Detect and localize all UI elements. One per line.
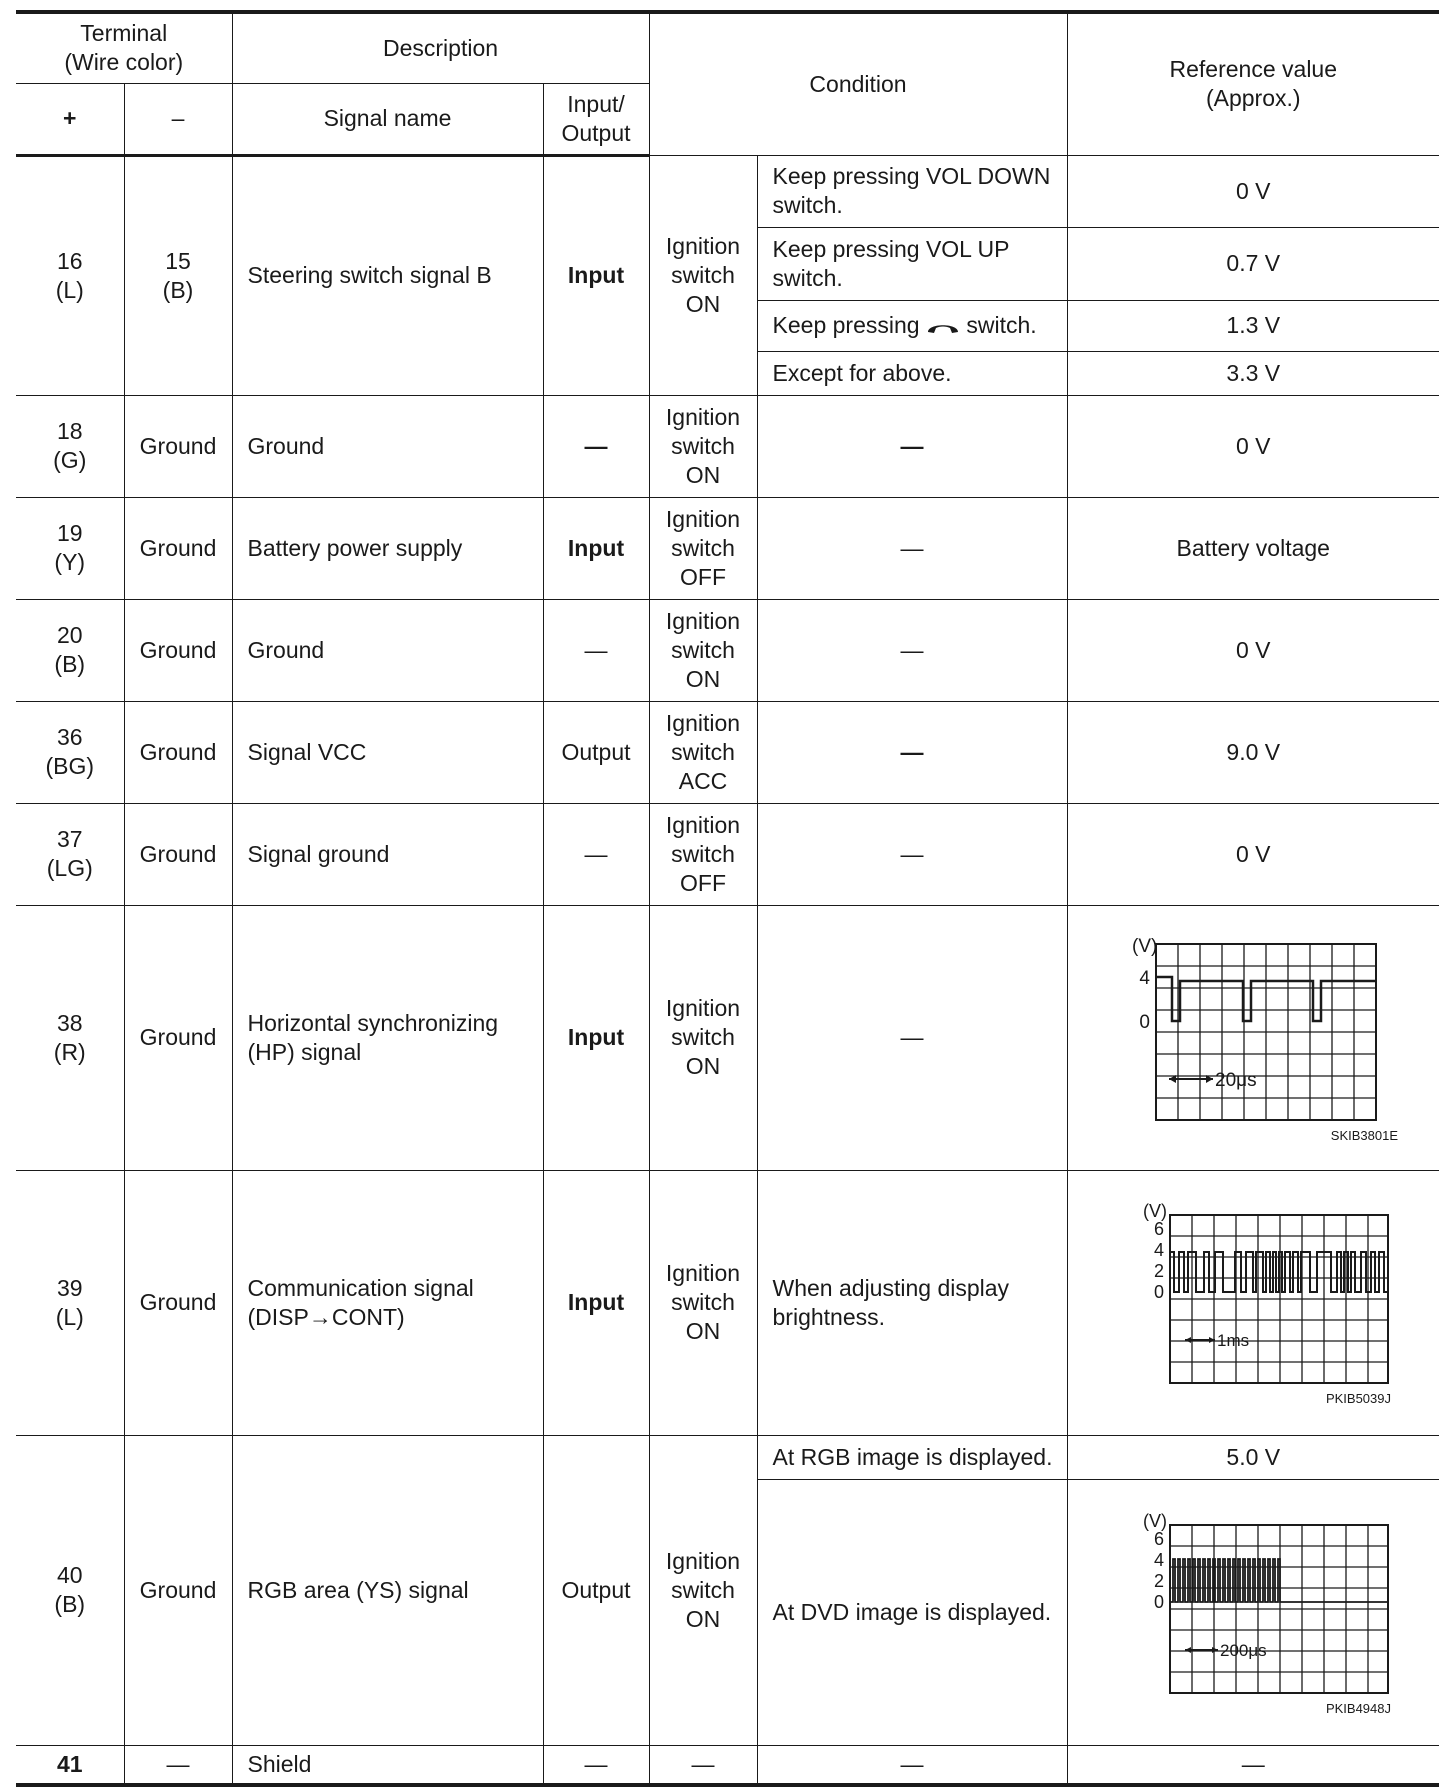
reference-value (1067, 300, 1439, 351)
sub-condition (757, 905, 1067, 1170)
sub-condition (757, 300, 1067, 351)
plus-terminal (16, 701, 124, 803)
reference-header-text: Reference value (Approx.) (1169, 56, 1338, 112)
sub-condition (757, 1479, 1067, 1745)
reference-value-text: — (1241, 1750, 1265, 1777)
sub-condition-text: — (900, 534, 924, 561)
minus-terminal-text: Ground (139, 840, 217, 867)
io-type-text: Input (567, 1289, 625, 1315)
ignition-condition-text: Ignition switch ON (665, 1547, 741, 1632)
sub-condition (757, 1170, 1067, 1435)
table-row (16, 395, 1439, 497)
waveform-tick: 6 (1154, 1219, 1165, 1239)
io-header-text: Input/ Output (561, 90, 631, 146)
signal-name-text: Shield (247, 1750, 312, 1777)
ignition-condition-text: Ignition switch ON (665, 1260, 741, 1344)
minus-terminal-text: — (166, 1750, 190, 1777)
waveform-tick: 2 (1154, 1570, 1165, 1591)
reference-value-text: 3.3 V (1226, 359, 1281, 386)
table-row (16, 1435, 1439, 1479)
ignition-condition-text: Ignition switch ON (665, 995, 741, 1079)
reference-value (1067, 905, 1439, 1170)
signal-name-text: Ground (247, 432, 325, 459)
sub-condition-text: — (900, 1750, 924, 1777)
sub-condition (757, 1745, 1067, 1785)
condition-header (649, 12, 1067, 155)
plus-terminal (16, 395, 124, 497)
hang-up-phone-icon (926, 319, 960, 335)
minus-terminal (124, 155, 232, 395)
signal-name-text: Horizontal synchronizing (HP) signal (247, 1009, 499, 1065)
signal-name-header-text: Signal name (323, 105, 452, 131)
reference-value-text: 0 V (1236, 840, 1271, 867)
waveform-tick: 4 (1154, 1240, 1165, 1260)
ignition-condition (649, 497, 757, 599)
sub-condition (757, 155, 1067, 227)
sub-condition (757, 395, 1067, 497)
sub-condition-text: — (900, 432, 924, 459)
signal-name (232, 599, 543, 701)
waveform-unit: (V) (1132, 936, 1158, 957)
reference-value (1067, 497, 1439, 599)
header-row (16, 12, 1439, 83)
ignition-condition-text: — (691, 1750, 715, 1777)
ignition-condition (649, 395, 757, 497)
reference-value (1067, 227, 1439, 300)
io-type-text: Output (561, 738, 631, 765)
plus-terminal-text: 39 (L) (55, 1274, 84, 1330)
ignition-condition-text: Ignition switch ON (665, 232, 741, 317)
minus-terminal (124, 1435, 232, 1745)
reference-value (1067, 1745, 1439, 1785)
ignition-condition-text: Ignition switch ACC (665, 709, 741, 794)
minus-terminal-text: Ground (139, 432, 217, 459)
condition-header-text: Condition (809, 70, 907, 97)
sub-condition-text: Keep pressing VOL DOWN switch. (772, 163, 1051, 218)
minus-terminal (124, 1745, 232, 1785)
ignition-condition (649, 155, 757, 395)
reference-value-text: 0 V (1236, 636, 1271, 663)
sub-condition (757, 701, 1067, 803)
ignition-condition (649, 599, 757, 701)
reference-value (1067, 701, 1439, 803)
reference-value (1067, 599, 1439, 701)
plus-terminal-text: 19 (Y) (54, 520, 86, 575)
waveform-time-scale: 20μs (1215, 1070, 1257, 1091)
io-type-text: — (584, 1750, 608, 1777)
figure-code: SKIB3801E (1331, 1128, 1399, 1143)
reference-value-text: 0.7 V (1226, 250, 1281, 276)
io-type (543, 155, 649, 395)
io-type-text: Input (567, 1024, 625, 1050)
io-type (543, 1745, 649, 1785)
signal-name (232, 1435, 543, 1745)
io-header (543, 83, 649, 155)
plus-terminal-text: 36 (BG) (45, 724, 95, 779)
sub-condition (757, 227, 1067, 300)
io-type-text: Input (567, 262, 625, 288)
reference-value (1067, 351, 1439, 395)
plus-terminal-text: 37 (LG) (46, 826, 93, 881)
waveform-tick: 6 (1154, 1528, 1165, 1549)
minus-terminal-text: Ground (139, 738, 217, 765)
reference-value (1067, 1170, 1439, 1435)
minus-header (124, 83, 232, 155)
reference-value-text: 1.3 V (1226, 312, 1281, 338)
io-type (543, 1435, 649, 1745)
sub-condition (757, 803, 1067, 905)
table-row (16, 905, 1439, 1170)
io-type (543, 1170, 649, 1435)
plus-terminal (16, 803, 124, 905)
reference-value (1067, 1479, 1439, 1745)
signal-name-header (232, 83, 543, 155)
sub-condition-text: When adjusting display brightness. (772, 1274, 1010, 1330)
sub-condition-text: At DVD image is displayed. (772, 1598, 1052, 1625)
minus-terminal-text: Ground (139, 1576, 217, 1603)
ignition-condition-text: Ignition switch ON (665, 403, 741, 488)
ignition-condition (649, 701, 757, 803)
io-type-text: Input (567, 534, 625, 561)
sub-condition-text: — (900, 636, 924, 663)
plus-terminal (16, 905, 124, 1170)
reference-value (1067, 1435, 1439, 1479)
plus-terminal-text: 16 (L) (55, 247, 84, 303)
description-header-text: Description (382, 34, 499, 61)
signal-name (232, 701, 543, 803)
plus-header-text: + (63, 105, 77, 131)
minus-terminal (124, 803, 232, 905)
minus-terminal (124, 1170, 232, 1435)
hp-signal-waveform (1103, 930, 1403, 1145)
sub-condition-text: — (900, 738, 924, 765)
waveform-time-scale: 1ms (1217, 1331, 1250, 1350)
description-header (232, 12, 649, 83)
plus-terminal (16, 497, 124, 599)
waveform-unit: (V) (1143, 1201, 1168, 1221)
signal-name-text: Communication signal (DISP→CONT) (247, 1274, 474, 1330)
waveform-unit: (V) (1143, 1510, 1168, 1531)
plus-terminal-text: 38 (R) (53, 1009, 86, 1065)
table-row (16, 1170, 1439, 1435)
plus-header (16, 83, 124, 155)
minus-terminal (124, 395, 232, 497)
plus-terminal (16, 155, 124, 395)
reference-header (1067, 12, 1439, 155)
signal-name (232, 155, 543, 395)
plus-terminal (16, 1170, 124, 1435)
sub-condition-text: — (900, 1024, 924, 1050)
minus-terminal-text: Ground (139, 636, 217, 663)
terminal-header (16, 12, 232, 83)
signal-name (232, 905, 543, 1170)
terminal-reference-table (16, 10, 1439, 1787)
signal-name-text: Signal VCC (247, 738, 367, 765)
minus-terminal-text: 15 (B) (162, 247, 194, 303)
minus-terminal-text: Ground (139, 534, 217, 561)
table-row (16, 803, 1439, 905)
sub-condition (757, 599, 1067, 701)
table-row (16, 155, 1439, 227)
figure-code: PKIB4948J (1326, 1700, 1392, 1716)
io-type-text: — (584, 840, 608, 867)
io-type (543, 803, 649, 905)
signal-name (232, 1745, 543, 1785)
waveform-tick: 4 (1139, 968, 1151, 989)
waveform-time-scale: 200μs (1220, 1640, 1267, 1660)
ignition-condition (649, 1435, 757, 1745)
io-type (543, 395, 649, 497)
signal-name-text: Steering switch signal B (247, 262, 492, 288)
sub-condition-text: Keep pressing (772, 312, 920, 338)
ignition-condition (649, 803, 757, 905)
sub-condition (757, 1435, 1067, 1479)
table-row (16, 1745, 1439, 1785)
reference-value (1067, 803, 1439, 905)
reference-value-text: 0 V (1236, 432, 1271, 459)
reference-value-text: Battery voltage (1176, 534, 1330, 561)
ignition-condition (649, 1170, 757, 1435)
rgb-area-signal-waveform (1103, 1505, 1403, 1720)
signal-name-text: RGB area (YS) signal (247, 1576, 469, 1603)
reference-value-text: 5.0 V (1226, 1443, 1281, 1470)
sub-condition-text: Keep pressing VOL UP switch. (772, 235, 1010, 291)
minus-terminal-text: Ground (139, 1024, 217, 1050)
table-row (16, 497, 1439, 599)
plus-terminal (16, 1745, 124, 1785)
plus-terminal-text: 41 (56, 1750, 83, 1777)
signal-name (232, 803, 543, 905)
waveform-tick: 0 (1139, 1012, 1151, 1033)
sub-condition-text: Except for above. (772, 359, 952, 386)
communication-signal-waveform (1103, 1195, 1403, 1410)
reference-value (1067, 155, 1439, 227)
waveform-tick: 4 (1154, 1549, 1165, 1570)
terminal-header-text: Terminal (Wire color) (64, 20, 184, 76)
ignition-condition-text: Ignition switch OFF (665, 505, 741, 590)
sub-condition (757, 497, 1067, 599)
io-type (543, 905, 649, 1170)
ignition-condition-text: Ignition switch ON (665, 607, 741, 692)
io-type-text: Output (561, 1576, 631, 1603)
figure-code: PKIB5039J (1326, 1391, 1392, 1406)
sub-condition (757, 351, 1067, 395)
waveform-tick: 0 (1154, 1591, 1165, 1612)
plus-terminal-text: 20 (B) (54, 622, 86, 677)
ignition-condition (649, 905, 757, 1170)
signal-name (232, 395, 543, 497)
table-row (16, 599, 1439, 701)
ignition-condition (649, 1745, 757, 1785)
reference-value-text: 0 V (1236, 177, 1271, 204)
io-type (543, 497, 649, 599)
table-row (16, 701, 1439, 803)
minus-terminal-text: Ground (139, 1289, 217, 1315)
plus-terminal (16, 1435, 124, 1745)
io-type-text: — (584, 432, 608, 459)
minus-terminal (124, 701, 232, 803)
signal-name-text: Ground (247, 636, 325, 663)
plus-terminal (16, 599, 124, 701)
sub-condition-text: At RGB image is displayed. (772, 1443, 1053, 1470)
sub-condition-text: — (900, 840, 924, 867)
plus-terminal-text: 40 (B) (54, 1562, 86, 1617)
io-type-text: — (584, 636, 608, 663)
minus-terminal (124, 905, 232, 1170)
ignition-condition-text: Ignition switch OFF (665, 811, 741, 896)
signal-name-text: Battery power supply (247, 534, 463, 561)
minus-terminal (124, 497, 232, 599)
sub-condition-text: switch. (966, 312, 1037, 338)
waveform-tick: 2 (1154, 1261, 1165, 1281)
io-type (543, 599, 649, 701)
plus-terminal-text: 18 (G) (53, 418, 87, 473)
waveform-tick: 0 (1154, 1282, 1165, 1302)
reference-value (1067, 395, 1439, 497)
minus-terminal (124, 599, 232, 701)
minus-header-text: – (171, 105, 185, 131)
signal-name (232, 1170, 543, 1435)
reference-value-text: 9.0 V (1226, 738, 1281, 765)
signal-name-text: Signal ground (247, 840, 390, 867)
io-type (543, 701, 649, 803)
signal-name (232, 497, 543, 599)
